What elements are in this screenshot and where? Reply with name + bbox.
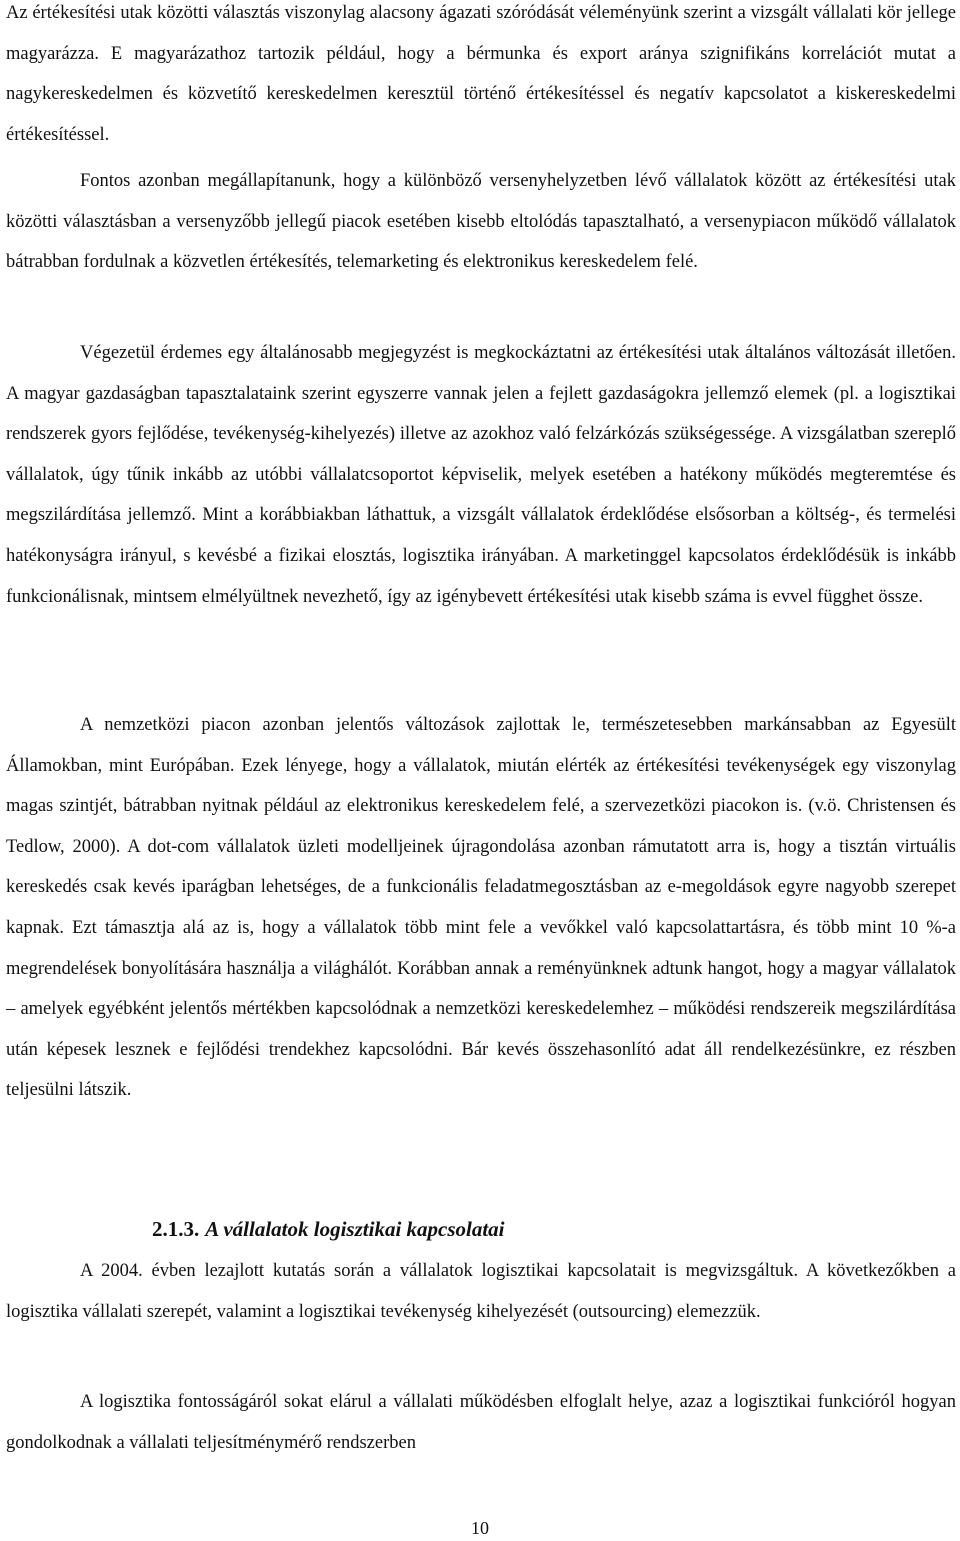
paragraph-sales-channel-choice: Az értékesítési utak közötti választás viszonylag alacsony ágazati szóródását véleményünk szerint a vizsgált vállalati kör jellege magyarázza. E magyarázathoz tartozik például, hogy a bérmunka és export aránya szignifikáns korrelációt mutat a nagykereskedelmen és közvetítő kereskedelmen keresztül történő értékesítéssel és negatív kapcsolatot a kiskereskedelmi értékesítéssel. [6,3,956,145]
page-number: 10 [471,1518,489,1538]
paragraph-competitive-markets: Fontos azonban megállapítanunk, hogy a különböző versenyhelyzetben lévő vállalatok között az értékesítési utak közötti választásban a versenyzőbb jellegű piacok esetében kisebb eltolódás tapasztalható, a versenypiacon működő vállalatok bátrabban fordulnak a közvetlen értékesítés, telemarketing és elektronikus kereskedelem felé. [6,171,956,273]
paragraph-international-market: A nemzetközi piacon azonban jelentős változások zajlottak le, természetesebben markánsabban az Egyesült Államokban, mint Európában. Ezek lényege, hogy a vállalatok, miután elérték az értékesítési tevékenységek egy viszonylag magas szintjét, bátrabban nyitnak például az elektronikus kereskedelem felé, a szervezetközi piacokon is. (v.ö. Christensen és Tedlow, 2000). A dot-com vállalatok üzleti modelljeinek újragondolása azonban rámutatott arra is, hogy a tisztán virtuális kereskedés csak kevés iparágban lehetséges, de a funkcionális feladatmegosztásban az e-megoldások egyre nagyobb szerepet kapnak. Ezt támasztja alá az is, hogy a vállalatok több mint fele a vevőkkel való kapcsolattartásra, és több mint 10 %-a megrendelések bonyolítására használja a világhálót. Korábban annak a reményünknek adtunk hangot, hogy a magyar vállalatok – amelyek egyébként jelentős mértékben kapcsolódnak a nemzetközi kereskedelemhez – működési rendszereik megszilárdítása után képesek lesznek e fejlődési trendekhez kapcsolódni. Bár kevés összehasonlító adat áll rendelkezésünkre, ez részben teljesülni látszik. [6,715,956,1101]
section-number: 2.1.3. [152,1217,200,1241]
paragraph-logistics-importance: A logisztika fontosságáról sokat elárul a vállalati működésben elfoglalt helye, azaz a logisztikai funkcióról hogyan gondolkodnak a vállalati teljesítménymérő rendszerben [6,1392,956,1453]
section-title: A vállalatok logisztikai kapcsolatai [205,1217,505,1241]
paragraph-logistics-research: A 2004. évben lezajlott kutatás során a vállalatok logisztikai kapcsolatait is megvizsgáltuk. A következőkben a logisztika vállalati szerepét, valamint a logisztikai tevékenység kihelyezését (outsourcing) elemezzük. [6,1261,956,1322]
paragraph-general-remark: Végezetül érdemes egy általánosabb megjegyzést is megkockáztatni az értékesítési utak általános változását illetően. A magyar gazdaságban tapasztalataink szerint egyszerre vannak jelen a fejlett gazdaságokra jellemző elemek (pl. a logisztikai rendszerek gyors fejlődése, tevékenység-kihelyezés) illetve az azokhoz való felzárkózás szükségessége. A vizsgálatban szereplő vállalatok, úgy tűnik inkább az utóbbi vállalatcsoportot képviselik, melyek esetében a hatékony működés megteremtése és megszilárdítása jellemző. Mint a korábbiakban láthattuk, a vizsgált vállalatok érdeklődése elsősorban a költség-, és termelési hatékonyságra irányul, s kevésbé a fizikai elosztás, logisztika irányában. A marketinggel kapcsolatos érdeklődésük is inkább funkcionálisnak, mintsem elmélyültnek nevezhető, így az igénybevett értékesítési utak kisebb száma is evvel függhet össze. [6,343,956,607]
section-heading [152,1213,505,1245]
